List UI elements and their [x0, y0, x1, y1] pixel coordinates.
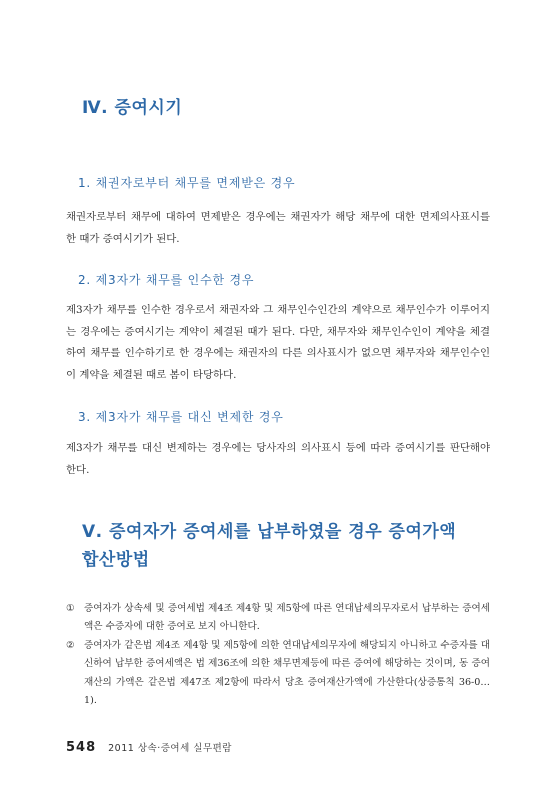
- book-title: 2011 상속·증여세 실무편람: [108, 743, 232, 754]
- section-2-heading: 2. 제3자가 채무를 인수한 경우: [78, 273, 255, 287]
- section-1-text: 채권자로부터 채무에 대하여 면제받은 경우에는 채권자가 해당 채무에 대한 면제의사표시를 한 때가 증여시기가 된다.: [66, 211, 490, 245]
- list-item-number: ①: [66, 603, 75, 614]
- chapter-4-heading: Ⅳ. 증여시기: [82, 98, 183, 118]
- chapter-5-heading-line2: 합산방법: [82, 550, 150, 570]
- section-3-paragraph: [66, 438, 490, 481]
- section-1-heading: 1. 채권자로부터 채무를 면제받은 경우: [78, 176, 296, 190]
- list-item-text: 증여자가 같은법 제4조 제4항 및 제5항에 의한 연대납세의무자에 해당되지 아니하고 수증자를 대신하여 납부한 증여세액은 법 제36조에 의한 채무면제등에 따른 증여에 해당하는 것이며, 동 증여재산의 가액은 같은법 제47조 제2항에 따라서 당초 증여재산가액에 가산한다(상증통칙 36-0…1).: [84, 639, 490, 707]
- section-3-text: 제3자가 채무를 대신 변제하는 경우에는 당사자의 의사표시 등에 따라 증여시기를 판단해야 한다.: [66, 442, 490, 476]
- section-3-heading: 3. 제3자가 채무를 대신 변제한 경우: [78, 410, 284, 424]
- list-item: [66, 637, 490, 711]
- page-footer: [66, 740, 232, 755]
- list-item-number: ②: [66, 639, 75, 651]
- chapter-5-heading-line1: Ⅴ. 증여자가 증여세를 납부하였을 경우 증여가액: [82, 522, 457, 542]
- chapter-5-heading: [82, 518, 456, 574]
- list-item-text: 증여자가 상속세 및 증여세법 제4조 제4항 및 제5항에 따른 연대납세의무자로서 납부하는 증여세액은 수증자에 대한 증여로 보지 아니한다.: [84, 603, 490, 633]
- list-item: [66, 600, 490, 637]
- page-number: 548: [66, 740, 97, 755]
- section-1-paragraph: [66, 207, 490, 250]
- section-2-text: 제3자가 채무를 인수한 경우로서 채권자와 그 채무인수인간의 계약으로 채무인수가 이루어지는 경우에는 증여시기는 계약이 체결된 때가 된다. 다만, 채무자와 채무인수인이 계약을 체결하여 채무를 인수하기로 한 경우에는 채권자의 다른 의사표시가 없으면 채무자와 채무인수인이 계약을 체결된 때로 봄이 타당하다.: [66, 304, 490, 381]
- numbered-list: [66, 600, 490, 710]
- section-2-paragraph: [66, 300, 490, 386]
